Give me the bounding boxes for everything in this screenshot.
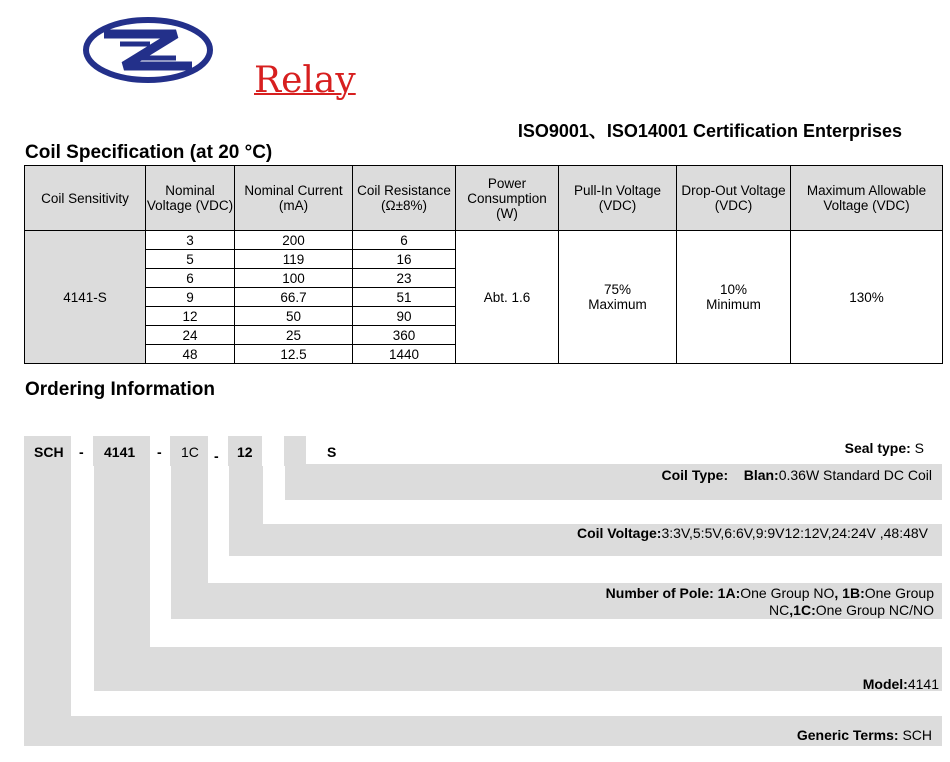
code-series: SCH bbox=[34, 444, 64, 460]
generic-terms-value: SCH bbox=[902, 727, 932, 743]
code-seal: S bbox=[327, 444, 337, 460]
current-cell: 200 bbox=[235, 231, 353, 250]
code-dash: - bbox=[79, 444, 84, 460]
coil-voltage-value: 3:3V,5:5V,6:6V,9:9V12:12V,24:24V ,48:48V bbox=[661, 525, 928, 541]
model-key: Model: bbox=[862, 676, 908, 692]
code-voltage: 12 bbox=[237, 444, 253, 460]
col-drop-out-voltage: Drop-Out Voltage (VDC) bbox=[677, 166, 791, 231]
coil-spec-heading: Coil Specification (at 20 °C) bbox=[25, 142, 273, 163]
current-cell: 100 bbox=[235, 269, 353, 288]
coil-voltage-key: Coil Voltage: bbox=[576, 525, 662, 541]
coil-type-key: Coil Type: bbox=[661, 467, 729, 483]
coil-type-value: 0.36W Standard DC Coil bbox=[778, 467, 932, 483]
resistance-cell: 23 bbox=[353, 269, 456, 288]
model-label bbox=[600, 676, 939, 693]
code-gap bbox=[262, 436, 284, 466]
voltage-cell: 3 bbox=[146, 231, 235, 250]
voltage-cell: 6 bbox=[146, 269, 235, 288]
resistance-cell: 90 bbox=[353, 307, 456, 326]
resistance-cell: 16 bbox=[353, 250, 456, 269]
col-coil-resistance: Coil Resistance (Ω±8%) bbox=[353, 166, 456, 231]
drop-out-qualifier: Minimum bbox=[706, 297, 761, 312]
col-power-consumption: Power Consumption (W) bbox=[456, 166, 559, 231]
current-cell: 12.5 bbox=[235, 345, 353, 364]
pull-in-value: 75% bbox=[603, 282, 632, 297]
current-cell: 119 bbox=[235, 250, 353, 269]
seal-type-key: Seal type: bbox=[844, 440, 911, 456]
voltage-cell: 12 bbox=[146, 307, 235, 326]
pole-key: Number of Pole: bbox=[605, 585, 714, 601]
code-dash: - bbox=[214, 448, 219, 464]
drop-out-cell bbox=[677, 231, 791, 364]
pole-val-1b: One Group NC bbox=[769, 585, 934, 618]
col-pull-in-voltage: Pull-In Voltage (VDC) bbox=[559, 166, 677, 231]
ordering-info-heading: Ordering Information bbox=[25, 379, 215, 400]
code-model: 4141 bbox=[104, 444, 136, 460]
model-value: 4141 bbox=[907, 676, 939, 692]
certification-text: ISO9001、ISO14001 Certification Enterprises bbox=[517, 121, 902, 141]
relay-link[interactable]: Relay bbox=[254, 60, 356, 101]
pole-opt-1c: 1C: bbox=[793, 602, 816, 618]
pull-in-cell bbox=[559, 231, 677, 364]
pole-val-1a: One Group NO bbox=[740, 585, 835, 601]
current-cell: 50 bbox=[235, 307, 353, 326]
voltage-cell: 9 bbox=[146, 288, 235, 307]
resistance-cell: 1440 bbox=[353, 345, 456, 364]
max-allowable-cell: 130% bbox=[791, 231, 943, 364]
voltage-cell: 48 bbox=[146, 345, 235, 364]
col-nominal-current: Nominal Current (mA) bbox=[235, 166, 353, 231]
code-pole: 1C bbox=[181, 444, 199, 460]
pole-opt-1a: 1A: bbox=[717, 585, 741, 601]
drop-out-value: 10% bbox=[719, 282, 748, 297]
current-cell: 66.7 bbox=[235, 288, 353, 307]
pole-label: Number of Pole: 1A:One Group NO, 1B:One Group NC,1C:One Group NC/NO bbox=[605, 585, 934, 618]
coil-type-label bbox=[300, 467, 932, 484]
voltage-cell: 24 bbox=[146, 326, 235, 345]
code-dash: - bbox=[157, 444, 162, 460]
resistance-cell: 360 bbox=[353, 326, 456, 345]
company-logo bbox=[80, 14, 220, 86]
power-cell: Abt. 1.6 bbox=[456, 231, 559, 364]
pole-val-1c: One Group NC/NO bbox=[815, 602, 934, 618]
col-coil-sensitivity: Coil Sensitivity bbox=[25, 166, 146, 231]
pull-in-qualifier: Maximum bbox=[588, 297, 647, 312]
resistance-cell: 6 bbox=[353, 231, 456, 250]
seal-type-value: S bbox=[914, 440, 924, 456]
coil-voltage-label bbox=[240, 525, 928, 542]
current-cell: 25 bbox=[235, 326, 353, 345]
coil-type-option: Blan: bbox=[743, 467, 779, 483]
sensitivity-cell: 4141-S bbox=[25, 231, 146, 364]
table-row bbox=[25, 231, 943, 250]
resistance-cell: 51 bbox=[353, 288, 456, 307]
connector-series bbox=[24, 466, 71, 746]
table-header-row bbox=[25, 166, 943, 231]
generic-terms-key: Generic Terms: bbox=[796, 727, 899, 743]
coil-spec-table bbox=[24, 165, 943, 364]
generic-terms-label bbox=[600, 727, 932, 744]
pole-opt-1b: 1B: bbox=[842, 585, 865, 601]
col-max-allowable-voltage: Maximum Allowable Voltage (VDC) bbox=[791, 166, 943, 231]
seal-type-label bbox=[600, 440, 924, 457]
voltage-cell: 5 bbox=[146, 250, 235, 269]
col-nominal-voltage: Nominal Voltage (VDC) bbox=[146, 166, 235, 231]
